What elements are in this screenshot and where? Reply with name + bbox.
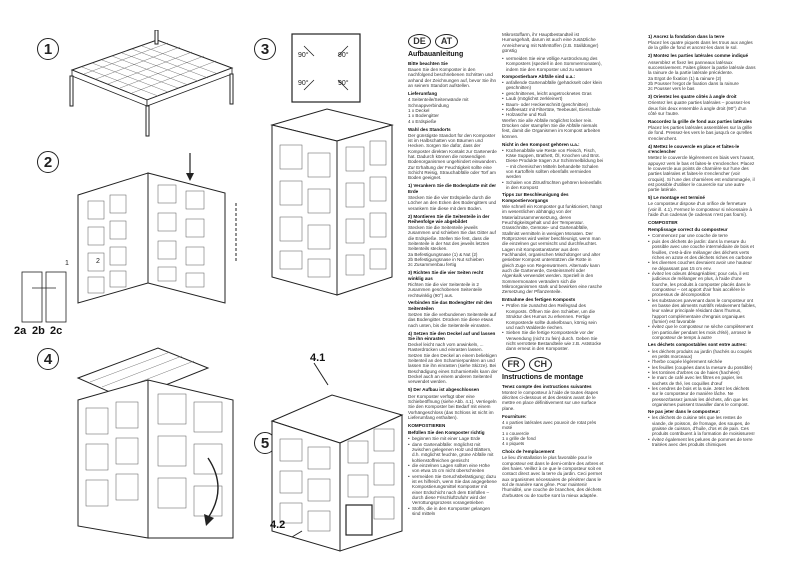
- de-paragraph: Bauen Sie den Komposter in den nachfolgend beschriebenen Schritten und anhand der Zeichnungen auf, bevor Sie ihn an seinem Standort aufstellen.: [408, 67, 497, 89]
- de-line: 1 x Bodengitter: [408, 113, 439, 119]
- de-heading: KOMPOSTIEREN: [408, 422, 446, 428]
- list-item: • Prüfen Sie zunächst den Reifegrad des Komposts. Öffnen Sie den Schieber, um die Struktur des Humus zu erkennen. Fertige Komposterde sollte dunkelbraun, körnig sein und nach Walderde riechen.: [502, 303, 604, 330]
- de-paragraph: Deckel leicht nach vorn anwinkeln, ... Rasterdrücken und einrasten lassen. Setzen Sie den Deckel an einem beliebigen Seitenteil an den Scharnierpunkten an und lassen Sie ihn einrasten (siehe Skizze). Bei Beschädigung eines Scharnierteils kann der Deckel auch an einem anderen Seitenteil verwendet werden.: [408, 342, 498, 385]
- de2-unsuitable-list: [502, 148, 604, 191]
- step-number-4: 4: [37, 348, 59, 370]
- list-item: • le marc de café avec les filtres en papier, les sachets de thé, les coquilles d'œuf: [648, 375, 756, 386]
- illustration-right-angle-top-view: [290, 32, 362, 104]
- fr2-paragraph: Orientez les quatre parties latérales – poussez-les deux fois deux ensemble à angle droit (90°) d'un côté sur l'autre.: [648, 100, 751, 117]
- label-4-1: 4.1: [310, 352, 326, 364]
- list-item: • die einzelnen Lagen sollten eine Höhe von etwa 15 cm nicht überschreiten: [408, 463, 498, 474]
- step-number-2: 2: [37, 151, 59, 173]
- fr2-unsuitable-list: [648, 415, 756, 447]
- list-item: • geschnittenes, leicht angetrocknetes Gras: [502, 91, 604, 96]
- list-item: • anfallende Gartenabfälle (gehäckselt oder klein geschnitten): [502, 80, 604, 91]
- de2-heading: Tipps zur Beschleunigung des Kompostiervorgangs: [502, 192, 569, 203]
- fr2-heading: 5) Le montage est terminé: [648, 195, 705, 201]
- fr2-suitable-list: [648, 349, 756, 408]
- fr-line: 1 x couvercle: [502, 430, 530, 436]
- illustration-bottom-grid-with-stakes: [62, 30, 242, 138]
- de2-harvest-list: [502, 303, 604, 351]
- list-item: • Kaffeesatz mit Filtertüte, Teebeutel, Eierschale: [502, 107, 604, 112]
- fr2-heading: 3) Orientez les quatre côtés à angle droit: [648, 94, 737, 100]
- de-line: 2b Befestigungsnase in Nut schieben: [408, 257, 484, 263]
- list-item: • les diverses couches devraient avoir une hauteur ne dépassant pas 15 cm env.: [648, 260, 756, 271]
- column-fr: [648, 32, 756, 447]
- de-paragraph: Der Komposter verfügt über eine Schiebeöffnung (siehe Abb. 4.1). Verriegeln Sie den Komposter bei Bedarf mit einem Vorhängeschloss (das Schloss ist nicht im Lieferumfang enthalten).: [408, 393, 497, 420]
- column-de-fr: [502, 32, 604, 501]
- list-item: • les feuilles (coupées dans la mesure du possible): [648, 365, 756, 370]
- fr-title: Instructions de montage: [502, 373, 584, 381]
- step-number-3: 3: [254, 38, 276, 60]
- de2-paragraph: Mikrostoffarm, ihr Hauptbestandteil ist Humusgehalt, darum ist auch eine zusätzliche Anreicherung mit Nährstoffen (z.B. Stalldünger) günstig: [502, 32, 599, 54]
- label-groove: 2: [96, 258, 100, 265]
- lang-code-at: AT: [435, 34, 458, 49]
- fr-line: 4 x piquets: [502, 441, 525, 447]
- lang-code-fr: FR: [502, 357, 525, 372]
- de-heading: 3) Richten Sie die vier Seiten recht winklig aus: [408, 270, 484, 281]
- fr2-heading: COMPOSTER: [648, 220, 678, 225]
- fr2-heading: Raccordez la grille de fond aux parties latérales: [648, 118, 752, 124]
- fr2-paragraph: Assemblez et fixez les panneaux latéraux successivement. Faites glisser la partie latérale dans la rainure de la partie latérale précédente.: [648, 59, 756, 76]
- de-line: 2c Zusammenbau fertig: [408, 262, 457, 268]
- de-heading: 2) Montieren Sie die Seitenteile in der Reihenfolge wie abgebildet: [408, 213, 490, 224]
- list-item: • les cendres de bois et la suie. Jetez les déchets sur le composteur de manière lâche. Ne pressez/tassez jamais les déchets, afin que les organismes puissent travailler dans le compost.: [648, 386, 756, 407]
- de-paragraph: Richten Sie die vier Seitenteile in 2 zusammen geschobenen Seitenteile rechtwinklig (90°) aus.: [408, 281, 483, 298]
- de2-paragraph: Werfen Sie alle Abfälle möglichst locker rein. Drücken oder stampfen Sie die Abfälle niemals fest, damit die Organismen im Kompost arbeiten können.: [502, 117, 601, 139]
- fr2-paragraph: Le composteur dispose d'un orifice de fermeture (voir ill. 4.1). Fermez le composteur si nécessaire à l'aide d'un cadenas (le cadenas n'est pas fourni).: [648, 201, 752, 218]
- de-heading: Befüllen Sie den Komposter richtig: [408, 430, 485, 436]
- de2-suitable-list: [502, 80, 604, 117]
- de2-heading: Nicht in den Kompost gehören u.a.:: [502, 141, 580, 147]
- de-paragraph: Setzen Sie die verbundenen Seitenteile auf das Bodengitter. Drücken Sie diese etwas nach unten, bis die Seitenteile einrasten.: [408, 311, 497, 328]
- de-heading: Verbinden Sie das Bodengitter mit den Seitenteilen: [408, 300, 493, 311]
- fr2-heading: 4) Mettez le couvercle en place et faites-le s'enclencher: [648, 143, 740, 155]
- list-item: • dann Gartenabfälle: möglichst mit zwischen gelegenen Holz und Blättern, d.h. möglichst feuchte, grüne Abfälle mit kohlenstoffreichen gemischt: [408, 442, 498, 463]
- de-fill-list: [408, 436, 498, 516]
- angle-top-left: 90°: [298, 52, 309, 59]
- de2-paragraph: Wie schnell ein Komposter gut funktioniert, hängt im wesentlichen abhängig von der Materialzusammensetzung, deren Feuchtigkeitsgehalt und der Temperatur. Grasschnitte, Gemüse- und Gartenabfälle, Stallmist vermitteln in wenigen Monaten. Der Rottprozess wird weiter beschleunigt, wenn man die einzelnen gut vermischt und durchfeuchtet. Lagen mit Kompostanstarter aus dem Fachhandel, organischen Mischdünger und alter gesiebter Kompost unterstützen die Rotte in gleich Zuge von Regenwürmern. Alternativ kann auch die Gartenerde, Gesteinsmehl oder Algenkalk verwendet werden. Speziell in den Sommermonaten verändern sich die Mikroorganismen stark und bewirken eine rasche Zersetzung der Pflanzenteile.: [502, 203, 603, 295]
- de-paragraph: Stecken Sie die Seitenteile jeweils zusammen und schieben Sie das Gitter auf die Erdspieße. Stellen Sie fest, dass die Seitenteile in der Nut des jeweils letzten Seitenteils stecken.: [408, 224, 496, 252]
- step-number-5: 5: [254, 432, 276, 454]
- list-item: • les tontines d'arbres ou de haies (hachées): [648, 370, 756, 375]
- de-line: 4 x Erdspieße: [408, 118, 437, 124]
- de-heading: Lieferumfang: [408, 91, 438, 97]
- fr2-paragraph: Placez les quatre piquets dans les trous aux angles de la grille de fond et ancrez-les dans le sol.: [648, 40, 753, 51]
- de2-heading: Entnahme des fertigen Komposts: [502, 297, 576, 303]
- list-item: • Holzasche und Ruß: [502, 112, 604, 117]
- list-item: • Baum- oder Heckenschnitt (geschnitten): [502, 102, 604, 107]
- de-title: Aufbauanleitung: [408, 51, 464, 58]
- fr2-line: 2b Pousser l'ergot de fixation dans la rainure: [648, 80, 739, 86]
- list-item: • Stoffe, die in den Komposter gelangen sind mitteln: [408, 506, 498, 517]
- lang-code-ch: CH: [529, 357, 552, 372]
- list-item: • Commencez par une couche de terre: [648, 233, 756, 238]
- de2-heading: Kompostierbare Abfälle sind u.a.:: [502, 74, 576, 79]
- fr-paragraph: Montez le composteur à l'aide de toutes étapes décrites ci-dessous et des dessins avant de le mettre en place définitivement sur une surface plane.: [502, 389, 599, 411]
- fr2-line: 2c Pousser vers le bas: [648, 86, 695, 92]
- illustration-attaching-lid: [58, 338, 248, 548]
- fr2-heading: Les déchets compostables sont entre autres:: [648, 342, 747, 348]
- label-nose: 1: [65, 260, 69, 267]
- list-item: • l'herbe coupée légèrement séchée: [648, 359, 756, 364]
- list-item: • Schalen von Zitrusfrüchten gehören keinesfalls in den Kompost: [502, 180, 604, 191]
- list-item: • les déchets de cuisine tels que les restes de viande, de poisson, de fromage, des soupes, de graisse de cuisson, d'huile, d'os et de pain. Ces produits contribuent à la formation de moisissures!: [648, 415, 756, 436]
- de-paragraph: Der günstigste Standort für den Komposter ist im Halbschatten von Bäumen und Hecken. Sorgen Sie dafür, dass der Komposter direkten Kontakt zur Gartenerde hat. Dadurch können die notwendigen Bodenorganismen ungehindert einwandern. Zur Erhaltung der Feuchtigkeit sollte eine Schicht Reisig, Strauchabfälle oder Torf am Boden geeignet.: [408, 132, 498, 181]
- list-item: • Sieben Sie die fertige Komposterde vor der Verwendung (nicht zu fein) durch. Geben Sie nicht verrottete Bestandteile wie z.B. Aststücke dann erneut in den Komposter.: [502, 330, 604, 351]
- fr-heading: Choix de l'emplacement: [502, 449, 555, 455]
- list-item: • Küchenabfälle wie Reste von Fleisch, Fisch, Käse Suppen, Brathett, Öl, Knochen und Brot. Diese Produkte tragen zur Schimmelbildung bei – mit chemischen Mitteln behandelte Schalen von Kartoffeln sollten ebenfalls vermieden werden: [502, 148, 604, 180]
- fr-subtitle: Tenez compte des instructions suivantes: [502, 383, 592, 389]
- list-item: • puis des déchets de jardin: dans la mesure du possible avec une couche intermédiaire de bois et feuilles, c'est-à-dire mélanger des déchets verts riches en azote et des déchets riches en carbone: [648, 239, 756, 260]
- step-number-1: 1: [37, 38, 59, 60]
- column-de: [408, 34, 498, 516]
- list-item: • vermeiden Sie Geruchsbelästigung; dazu ist es hilfreich, wenn Sie das angegebene Kompostierungsmittel Komposter mit einer Erdschicht nach dem Einfüllen – durch diese Frischluftzufuhr wird der Verrottungsprozess vorangetrieben: [408, 474, 498, 506]
- list-item: • évitez que le composteur ne sèche complètement (en particulier pendant les mois d'été), arrosez le composteur de temps à autre: [648, 324, 756, 340]
- angle-bottom-left: 90°: [298, 80, 309, 87]
- de-line: 1 x Deckel: [408, 107, 430, 113]
- illustration-composter-assembled: [262, 105, 402, 305]
- list-item: • évitez les odeurs désagréables; pour cela, il est judicieux de mélanger en plus, à l'aide d'une fourche, les produits à composter placés dans le composteur – cet apport d'air frais accélère le processus de décomposition: [648, 271, 756, 298]
- de2-list: [502, 56, 604, 72]
- de-line: 2a Befestigungsnase (1) & Nut (2): [408, 251, 478, 257]
- fr2-paragraph: Placez les parties latérales assemblées sur la grille de fond. Pressez-les vers le bas jusqu'à ce qu'elles s'enclenchent.: [648, 125, 752, 141]
- list-item: • les substances parvenant dans le composteur ont en basse des aliments nutritifs relativement faibles, leur valeur principale résidant dans l'humus, l'apport complémentaire d'engrais organiques (fumier) est favorable: [648, 298, 756, 325]
- fr-line: 4 x parties latérales avec pouvoir de rotat près moté: [502, 419, 597, 431]
- label-2a: 2a: [14, 325, 27, 337]
- fr2-heading: Remplissage correct du composteur: [648, 227, 728, 233]
- detail-2a-nose-and-groove: [12, 268, 74, 328]
- de-heading: 4) Setzen Sie den Deckel auf und lassen Sie ihn einrasten: [408, 330, 496, 341]
- de-heading: 5) Der Aufbau ist abgeschlossen: [408, 387, 480, 393]
- fr2-paragraph: Mettez le couvercle légèrement en biais vers l'avant, appuyez vers le bas et faites-le s'enclencher. Placez le couvercle aux points de charnière sur l'une des parties latérales et faites-le s'enclencher (voir croquis). Si l'une des charnières est endommagée, il est possible d'utiliser le couvercle sur une autre partie latérale.: [648, 155, 755, 193]
- fr2-heading: 2) Montez les parties latérales comme indiqué: [648, 53, 749, 59]
- fr-line: 1 x grille de fond: [502, 435, 536, 441]
- fr2-heading: 1) Ancrez la fondation dans la terre: [648, 34, 725, 39]
- angle-top-right: 90°: [338, 52, 349, 59]
- de-line: 4 Seitenteile/Seitenwände mit Schnappverbindung: [408, 97, 469, 108]
- lang-code-de: DE: [408, 34, 431, 49]
- fr2-fill-list: [648, 233, 756, 340]
- list-item: • évitez également les pelures de pommes de terre traitées avec des produits chimiques: [648, 437, 756, 448]
- label-4-2: 4.2: [270, 519, 286, 531]
- label-2c: 2c: [50, 325, 63, 337]
- label-2b: 2b: [32, 325, 45, 337]
- de-subtitle: Bitte beachten Sie: [408, 61, 448, 66]
- illustration-assembling-side-panels: [60, 143, 250, 308]
- de-paragraph: Stecken Sie die vier Erdspieße durch die Löcher an den Ecken des Bodengitters und verankern Sie diese mit dem Boden.: [408, 194, 497, 211]
- fr2-line: 2a Ergot de fixation (1) & rainure (2): [648, 75, 722, 81]
- list-item: • Laub (möglichst zerkleinert): [502, 96, 604, 101]
- list-item: • vermeiden Sie eine völlige Austrocknung des Komposters (speziell in den Sommermonaten), indem Sie den Komposter und zu wässern: [502, 56, 604, 72]
- fr2-heading: Ne pas jeter dans le composteur:: [648, 409, 721, 415]
- de-heading: Wahl des Standorts: [408, 126, 451, 132]
- list-item: • beginnen Sie mit einer Lage Erde: [408, 436, 498, 441]
- fr-heading: Fourniture:: [502, 413, 527, 419]
- fr-paragraph: Le lieu d'installation le plus favorable pour le composteur est dans le demi-ombre des arbres et des haies. Veillez à ce que le composteur soit en contact direct avec la terre du jardin. Ceci permet aux organismes nécessaires de pénétrer dans le sol de manière sans gêne. Pour maintenir l'humidité, une couche de branches, des déchets d'arbustes ou de tourbe sont la mieux adaptée.: [502, 455, 604, 498]
- list-item: • les déchets produits au jardin (hachés ou coupés en petits morceaux): [648, 349, 756, 360]
- de-heading: 1) Verankern Sie die Bodenplatte mit der Erde: [408, 183, 497, 194]
- angle-bottom-right: 90°: [338, 80, 349, 87]
